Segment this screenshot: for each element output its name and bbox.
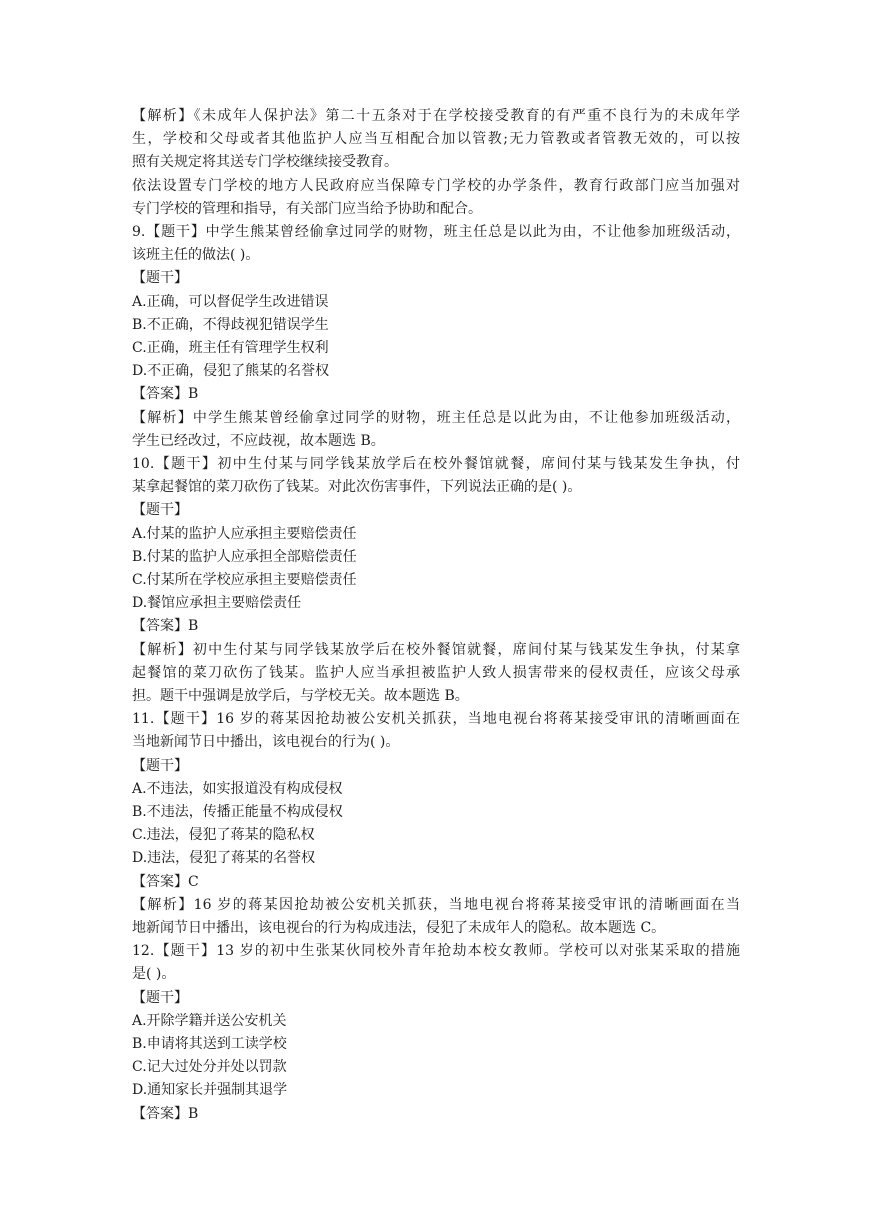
text-line: B.申请将其送到工读学校 [132,1035,287,1052]
text-line: A.开除学籍并送公安机关 [132,1012,287,1029]
text-line: 9.【题干】中学生熊某曾经偷拿过同学的财物，班主任总是以此为由，不让他参加班级活动， [132,223,740,240]
text-line: 【解析】《未成年人保护法》第二十五条对于在学校接受教育的有严重不良行为的未成年学 [132,108,740,124]
text-line: 当地新闻节日中播出，该电视台的行为( )。 [132,734,400,751]
text-line: A.付某的监护人应承担主要赔偿责任 [132,525,357,542]
text-line: D.通知家长并强制其退学 [132,1082,288,1099]
text-line: 生，学校和父母或者其他监护人应当互相配合加以管教;无力管教或者管教无效的，可以按 [132,131,740,148]
text-line: B.不违法，传播正能量不构成侵权 [132,803,343,820]
text-line: 专门学校的管理和指导，有关部门应当给予协助和配合。 [132,200,482,217]
text-line: 【解析】初中生付某与同学钱某放学后在校外餐馆就餐，席间付某与钱某发生争执，付某拿 [132,641,740,658]
text-line: 【解析】16 岁的蒋某因抢劫被公安机关抓获，当地电视台将蒋某接受审讯的清晰画面在当 [132,896,740,913]
text-line: D.餐馆应承担主要赔偿责任 [132,595,302,612]
text-line: 照有关规定将其送专门学校继续接受教育。 [132,154,398,171]
text-line: 地新闻节日中播出，该电视台的行为构成违法，侵犯了未成年人的隐私。故本题选 C。 [132,919,666,936]
text-line: C.违法，侵犯了蒋某的隐私权 [132,827,315,844]
text-line: A.正确，可以督促学生改进错误 [132,293,329,310]
text-line: 某拿起餐馆的菜刀砍伤了钱某。对此次伤害事件，下列说法正确的是( )。 [132,479,582,496]
text-line: 【答案】B [132,1105,199,1122]
text-line: 【答案】B [132,618,199,635]
text-line: C.付某所在学校应承担主要赔偿责任 [132,571,357,588]
text-line: B.付某的监护人应承担全部赔偿责任 [132,548,357,565]
text-line: 起餐馆的菜刀砍伤了钱某。监护人应当承担被监护人致人损害带来的侵权责任，应该父母承 [132,664,740,681]
text-line: A.不违法，如实报道没有构成侵权 [132,780,343,797]
text-line: 【答案】B [132,386,199,403]
text-line: 【题干】 [132,270,188,287]
text-line: 【解析】中学生熊某曾经偷拿过同学的财物，班主任总是以此为由，不让他参加班级活动， [132,409,740,426]
text-line: D.不正确，侵犯了熊某的名誉权 [132,363,330,380]
text-line: 12.【题干】13 岁的初中生张某伙同校外青年抢劫本校女教师。学校可以对张某采取的措施 [132,943,740,960]
text-line: 【题干】 [132,989,188,1006]
text-line: 该班主任的做法( )。 [132,247,260,264]
text-line: B.不正确，不得歧视犯错误学生 [132,316,329,333]
text-line: 10.【题干】初中生付某与同学钱某放学后在校外餐馆就餐，席间付某与钱某发生争执，付 [132,455,740,472]
text-line: 11.【题干】16 岁的蒋某因抢劫被公安机关抓获，当地电视台将蒋某接受审讯的清晰画面在 [132,711,740,728]
text-line: 学生已经改过，不应歧视，故本题选 B。 [132,432,385,449]
text-line: C.记大过处分并处以罚款 [132,1059,287,1076]
text-line: 【题干】 [132,757,188,774]
text-line: D.违法，侵犯了蒋某的名誉权 [132,850,316,867]
document-body [132,105,740,1126]
text-line: 依法设置专门学校的地方人民政府应当保障专门学校的办学条件，教育行政部门应当加强对 [132,177,740,194]
text-line: 【答案】C [132,873,199,890]
text-line: 担。题干中强调是放学后，与学校无关。故本题选 B。 [132,687,469,704]
text-line: C.正确，班主任有管理学生权利 [132,339,329,356]
text-line: 是( )。 [132,966,176,983]
text-line: 【题干】 [132,502,188,519]
